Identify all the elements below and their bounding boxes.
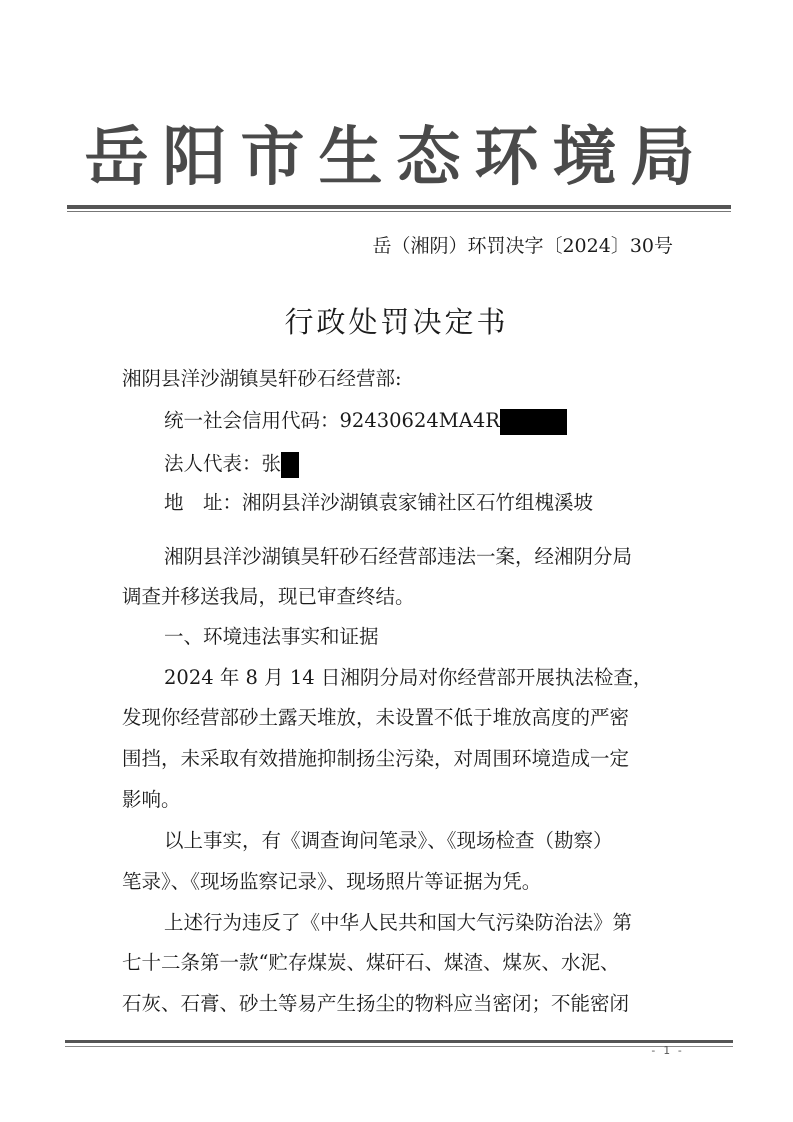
section-heading-1: 一、环境违法事实和证据	[164, 625, 379, 648]
legal-rep-line	[164, 449, 299, 479]
redaction-block	[500, 409, 567, 435]
intro-line-1: 湘阴县洋沙湖镇昊轩砂石经营部违法一案，经湘阴分局	[164, 545, 633, 568]
facts-line-3: 围挡，未采取有效措施抑制扬尘污染，对周围环境造成一定	[122, 747, 630, 770]
footer-rule-thin	[65, 1046, 733, 1047]
legal-rep-label: 法人代表：	[164, 452, 262, 475]
redaction-block	[281, 452, 299, 478]
page-number: - 1 -	[650, 1044, 684, 1057]
party-name: 湘阴县洋沙湖镇昊轩砂石经营部:	[122, 367, 402, 390]
credit-code-line	[164, 406, 567, 436]
evidence-line-1: 以上事实，有《调查询问笔录》、《现场检查（勘察）	[164, 829, 613, 852]
facts-line-2: 发现你经营部砂土露天堆放，未设置不低于堆放高度的严密	[122, 706, 630, 729]
agency-title: 岳阳市生态环境局	[84, 120, 709, 195]
document-title: 行政处罚决定书	[284, 305, 509, 339]
law-line-3: 石灰、石膏、砂土等易产生扬尘的物料应当密闭；不能密闭	[122, 992, 630, 1015]
law-line-1: 上述行为违反了《中华人民共和国大气污染防治法》第	[164, 911, 633, 934]
address-value: 湘阴县洋沙湖镇袁家铺社区石竹组槐溪坡	[242, 491, 594, 514]
document-number: 岳（湘阴）环罚决字〔2024〕30号	[372, 235, 673, 257]
intro-line-2: 调查并移送我局，现已审查终结。	[122, 585, 415, 608]
legal-rep-value: 张	[261, 452, 282, 475]
address-line	[164, 488, 593, 518]
credit-code-value: 92430624MA4R	[339, 409, 500, 432]
facts-line-4: 影响。	[122, 788, 181, 811]
law-line-2: 七十二条第一款“贮存煤炭、煤矸石、煤渣、煤灰、水泥、	[122, 951, 620, 974]
facts-line-1: 2024 年 8 月 14 日湘阴分局对你经营部开展执法检查，	[164, 666, 653, 689]
credit-code-label: 统一社会信用代码：	[164, 409, 340, 432]
header-rule-thick	[67, 205, 731, 209]
evidence-line-2: 笔录》、《现场监察记录》、现场照片等证据为凭。	[122, 870, 542, 893]
address-label: 地 址：	[164, 491, 243, 514]
header-rule-thin	[67, 211, 731, 212]
footer-rule-thick	[65, 1040, 733, 1043]
